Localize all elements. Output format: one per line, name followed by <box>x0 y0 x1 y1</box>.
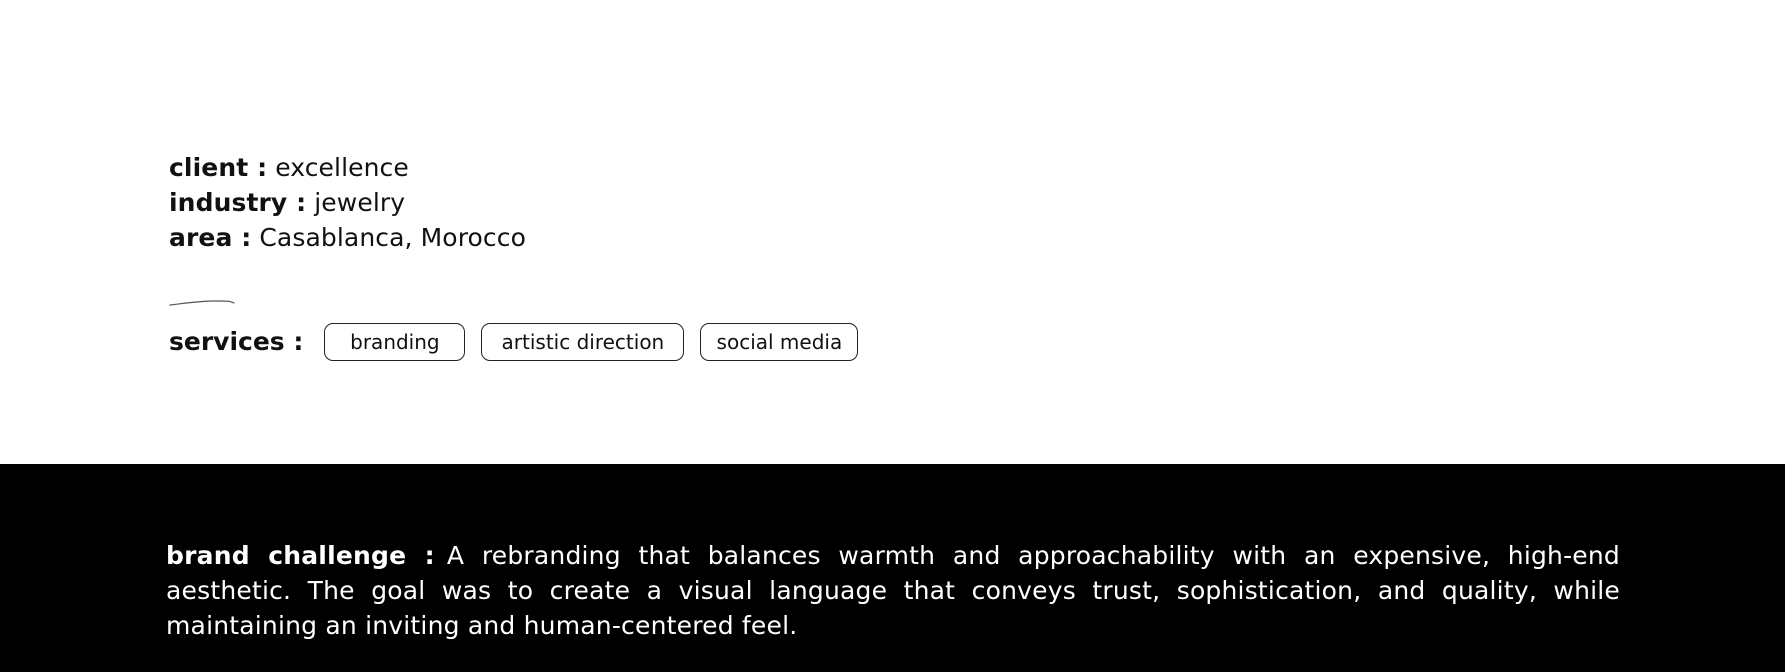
client-row <box>169 150 526 185</box>
client-value: excellence <box>275 153 409 182</box>
industry-row <box>169 185 526 220</box>
service-tag-social-media: social media <box>700 323 858 361</box>
brush-stroke-divider <box>169 298 235 308</box>
area-value: Casablanca, Morocco <box>259 223 527 252</box>
brand-challenge-label: brand challenge : <box>166 541 435 570</box>
services-label: services : <box>169 327 304 356</box>
brand-challenge-paragraph <box>166 538 1620 643</box>
client-label: client : <box>169 153 268 182</box>
area-row <box>169 220 526 255</box>
area-label: area : <box>169 223 252 252</box>
project-details <box>169 150 526 255</box>
industry-label: industry : <box>169 188 307 217</box>
industry-value: jewelry <box>314 188 406 217</box>
service-tag-branding: branding <box>324 323 465 361</box>
brand-challenge-text: A rebranding that balances warmth and approachability with an expensive, high-end aesthetic. The goal was to create a visual language that conveys trust, sophistication, and quality, while maintaining an inviting and human-centered feel. <box>166 541 1621 640</box>
service-tag-artistic-direction: artistic direction <box>481 323 684 361</box>
services-row <box>169 321 874 362</box>
brand-challenge-section <box>0 464 1785 672</box>
